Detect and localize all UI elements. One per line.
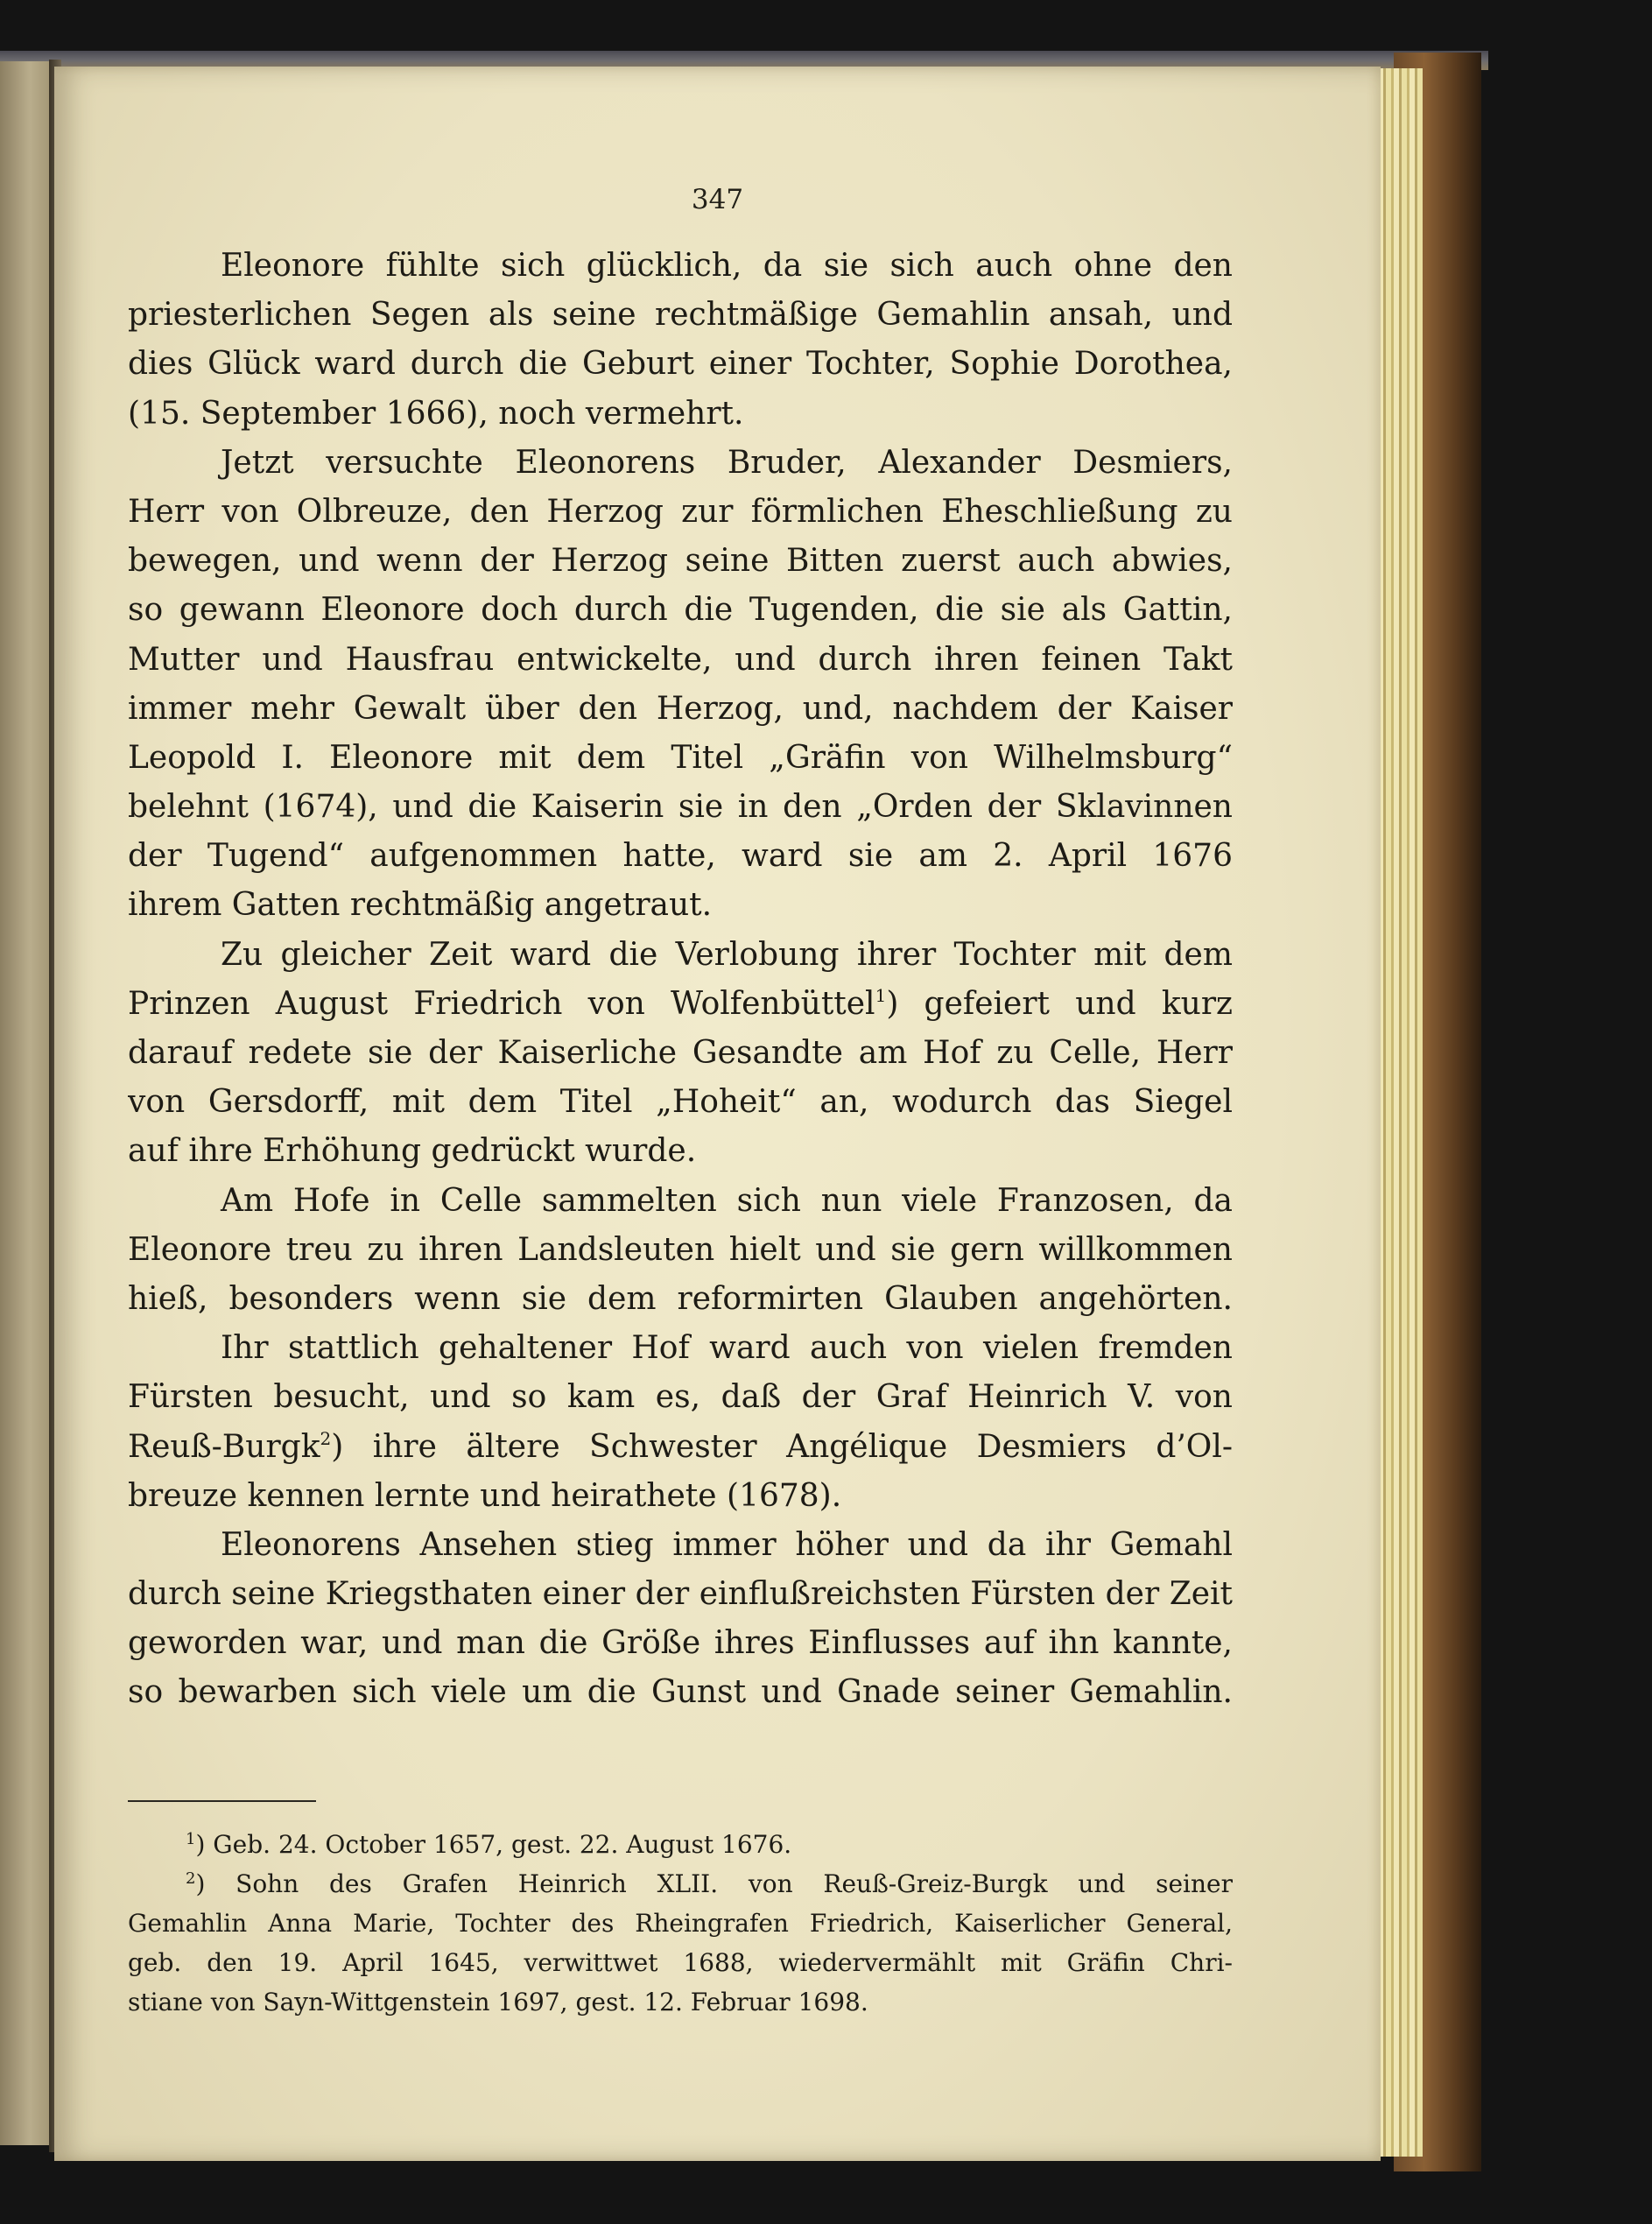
footnotes (128, 1825, 1233, 2022)
text-line: Mutter und Hausfrau entwickelte, und durch ihren feinen Takt (128, 641, 1233, 678)
paragraph-5 (128, 1324, 1233, 1521)
text-line: Eleonore fühlte sich glücklich, da sie sich auch ohne den (221, 248, 1233, 284)
text-line: breuze kennen lernte und heirathete (1678). (128, 1477, 842, 1514)
text-line: auf ihre Erhöhung gedrückt wurde. (128, 1133, 697, 1170)
text-line: bewegen, und wenn der Herzog seine Bitten zuerst auch abwies, (128, 543, 1233, 580)
footnote-text: ) Sohn des Grafen Heinrich XLII. von Reuß-Greiz-Burgk und seiner (195, 1869, 1233, 1898)
paragraph-3 (128, 931, 1233, 1177)
text-line-with-footnote (128, 1423, 1233, 1472)
page-number: 347 (691, 184, 744, 215)
text-line: so gewann Eleonore doch durch die Tugenden, die sie als Gattin, (128, 592, 1233, 629)
facing-page-sliver (0, 61, 54, 2145)
paragraph-4 (128, 1177, 1233, 1325)
text-line: durch seine Kriegsthaten einer der einflußreichsten Fürsten der Zeit (128, 1576, 1233, 1613)
body-text (128, 242, 1233, 1718)
footnote-text: ) Geb. 24. October 1657, gest. 22. August 1676. (195, 1830, 792, 1859)
text-line: ihrem Gatten rechtmäßig angetraut. (128, 887, 713, 924)
footnote-2-line: Gemahlin Anna Marie, Tochter des Rheingrafen Friedrich, Kaiserlicher General, (128, 1909, 1233, 1938)
text-line: (15. September 1666), noch vermehrt. (128, 395, 744, 432)
footnote-separator (128, 1800, 316, 1802)
text-line: priesterlichen Segen als seine rechtmäßige Gemahlin ansah, und (128, 297, 1233, 334)
footnote-number: 2 (186, 1869, 196, 1888)
paragraph-2 (128, 439, 1233, 931)
text-line: so bewarben sich viele um die Gunst und Gnade seiner Gemahlin. (128, 1674, 1233, 1711)
footnote-1 (128, 1825, 1233, 1864)
text-line: Fürsten besucht, und so kam es, daß der Graf Heinrich V. von (128, 1379, 1233, 1416)
paragraph-1 (128, 242, 1233, 439)
text-segment: ) ihre ältere Schwester Angélique Desmiers d’Ol- (331, 1428, 1233, 1465)
text-line: von Gersdorff, mit dem Titel „Hoheit“ an, wodurch das Siegel (128, 1084, 1233, 1121)
text-line: Leopold I. Eleonore mit dem Titel „Gräfin von Wilhelmsburg“ (128, 739, 1233, 776)
text-line: Eleonore treu zu ihren Landsleuten hielt und sie gern willkommen (128, 1231, 1233, 1268)
text-line: Zu gleicher Zeit ward die Verlobung ihrer Tochter mit dem (221, 936, 1233, 973)
text-segment: Reuß-Burgk (128, 1428, 320, 1465)
text-line: hieß, besonders wenn sie dem reformirten Glauben angehörten. (128, 1280, 1233, 1317)
text-line: immer mehr Gewalt über den Herzog, und, nachdem der Kaiser (128, 690, 1233, 727)
text-line: geworden war, und man die Größe ihres Einflusses auf ihn kannte, (128, 1625, 1233, 1662)
footnote-2-line: geb. den 19. April 1645, verwittwet 1688, wiedervermählt mit Gräfin Chri- (128, 1948, 1233, 1977)
footnote-number: 1 (186, 1830, 196, 1848)
footnote-2-line (128, 1864, 1233, 1904)
footnote-marker: 1 (875, 984, 887, 1006)
text-line: Am Hofe in Celle sammelten sich nun viele Franzosen, da (221, 1182, 1233, 1219)
text-line: belehnt (1674), und die Kaiserin sie in den „Orden der Sklavinnen (128, 789, 1233, 826)
text-segment: Prinzen August Friedrich von Wolfenbüttel (128, 985, 875, 1022)
text-line: dies Glück ward durch die Geburt einer Tochter, Sophie Dorothea, (128, 346, 1233, 383)
text-line: Jetzt versuchte Eleonorens Bruder, Alexander Desmiers, (221, 444, 1233, 481)
paragraph-6 (128, 1521, 1233, 1718)
text-line-with-footnote (128, 980, 1233, 1029)
text-segment: ) gefeiert und kurz (886, 985, 1233, 1022)
book-page (54, 67, 1381, 2161)
text-line: Ihr stattlich gehaltener Hof ward auch von vielen fremden (221, 1330, 1233, 1367)
text-line: Eleonorens Ansehen stieg immer höher und da ihr Gemahl (221, 1526, 1233, 1563)
text-line: darauf redete sie der Kaiserliche Gesandte am Hof zu Celle, Herr (128, 1035, 1233, 1071)
footnote-marker: 2 (320, 1427, 332, 1449)
text-line: der Tugend“ aufgenommen hatte, ward sie am 2. April 1676 (128, 838, 1233, 875)
text-line: Herr von Olbreuze, den Herzog zur förmlichen Eheschließung zu (128, 493, 1233, 530)
footnote-2-line: stiane von Sayn-Wittgenstein 1697, gest. 12. Februar 1698. (128, 1988, 868, 2016)
